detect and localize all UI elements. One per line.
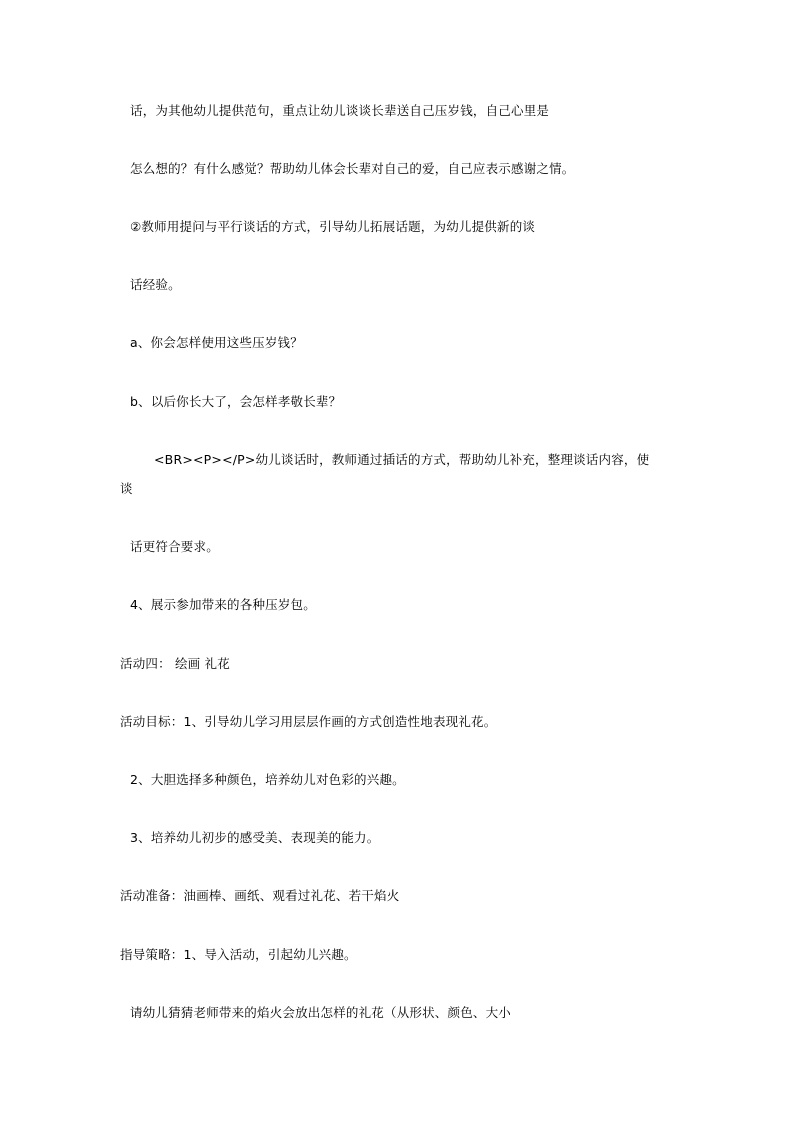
text-line: 话更符合要求。: [130, 539, 219, 554]
text-line: 话，为其他幼儿提供范句，重点让幼儿谈谈长辈送自己压岁钱，自己心里是: [130, 103, 550, 118]
text-line: b、以后你长大了，会怎样孝敬长辈？: [130, 394, 342, 409]
text-line: 话经验。: [130, 277, 181, 292]
text-line: 3、培养幼儿初步的感受美、表现美的能力。: [130, 830, 380, 845]
text-line: <BR><P></P>幼儿谈话时，教师通过插话的方式，帮助幼儿补充，整理谈话内容，使: [154, 452, 650, 467]
text-line: 活动准备：油画棒、画纸、观看过礼花、若干焰火: [120, 888, 400, 903]
text-line: 活动目标：1、引导幼儿学习用层层作画的方式创造性地表现礼花。: [120, 714, 497, 729]
section-heading: 活动四： 绘画 礼花: [120, 656, 230, 671]
text-line: a、你会怎样使用这些压岁钱？: [130, 335, 303, 350]
text-line: ②教师用提问与平行谈话的方式，引导幼儿拓展话题，为幼儿提供新的谈: [130, 219, 536, 234]
text-line: 4、展示参加带来的各种压岁包。: [130, 597, 316, 612]
text-line: 怎么想的？有什么感觉？帮助幼儿体会长辈对自己的爱，自己应表示感谢之情。: [130, 161, 575, 176]
text-line: 2、大胆选择多种颜色，培养幼儿对色彩的兴趣。: [130, 772, 405, 787]
text-line: 请幼儿猜猜老师带来的焰火会放出怎样的礼花（从形状、颜色、大小: [130, 1005, 512, 1020]
text-line: 指导策略：1、导入活动，引起幼儿兴趣。: [120, 947, 357, 962]
text-line: 谈: [120, 481, 133, 496]
